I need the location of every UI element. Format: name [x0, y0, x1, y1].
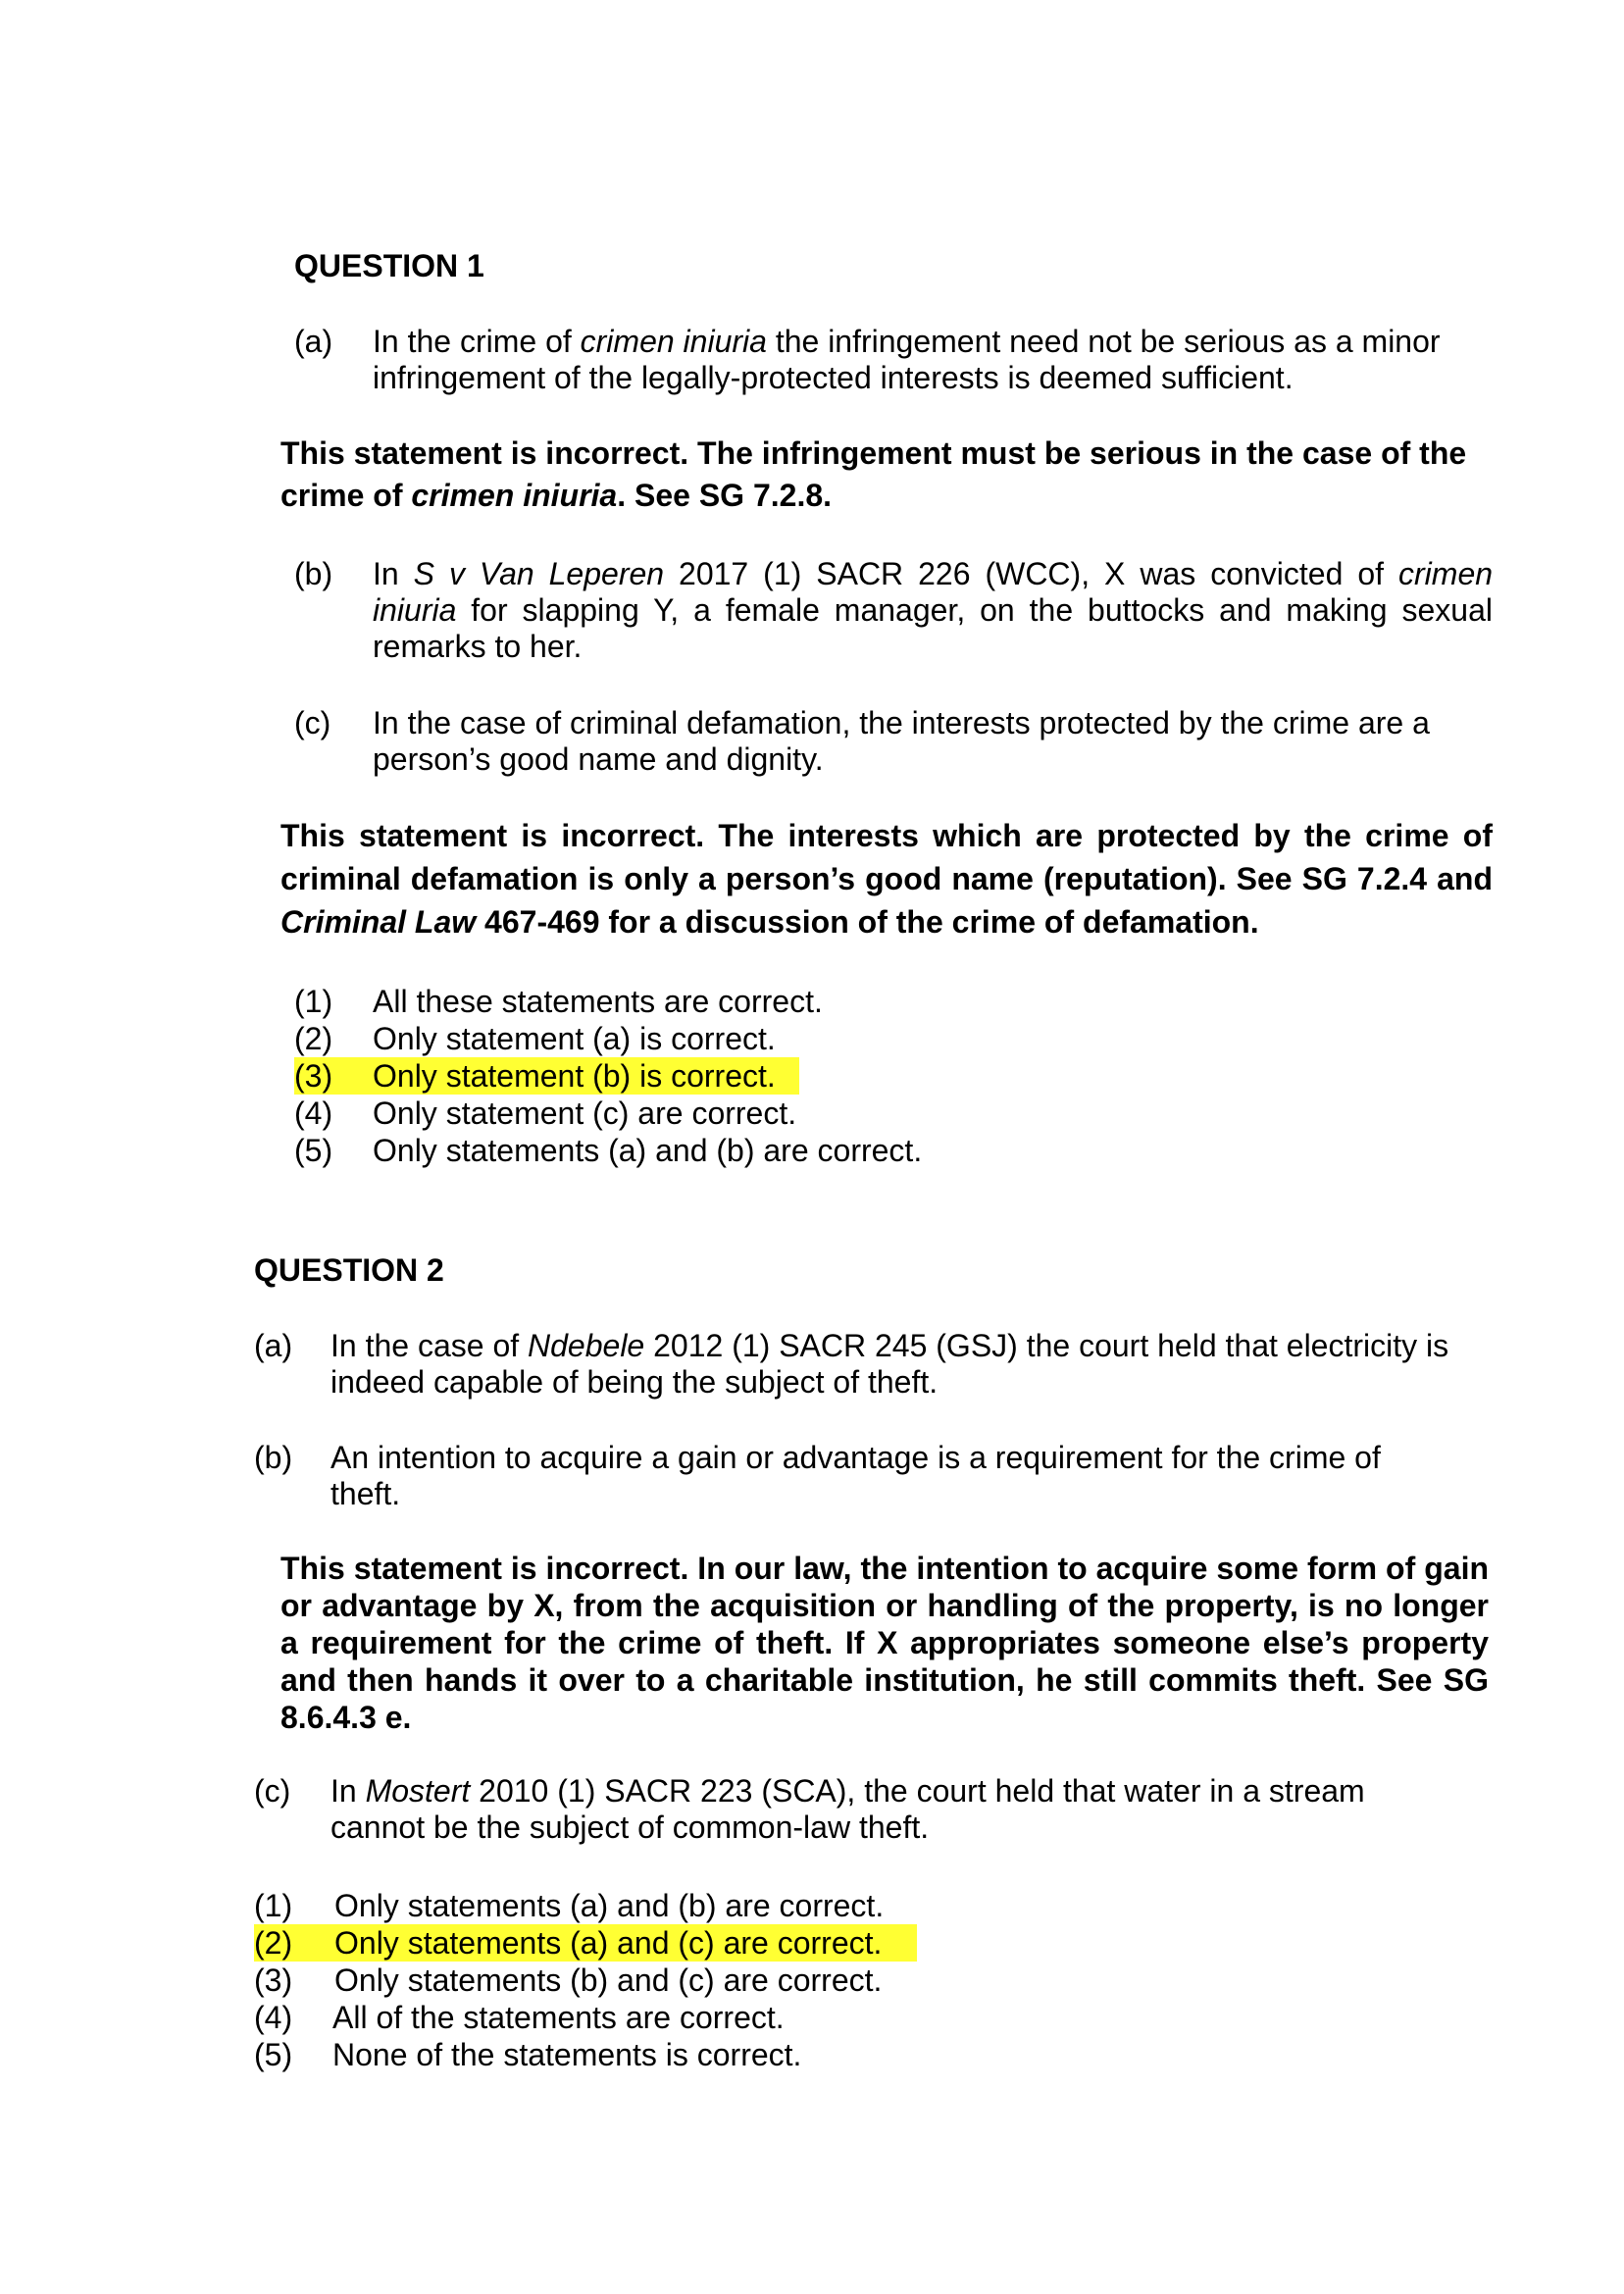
q2-option-3: (3) Only statements (b) and (c) are correct.	[254, 1963, 883, 1998]
q1-c-answer: This statement is incorrect. The interests which are protected by the crime of criminal defamation is only a person’s good name (reputation). See SG 7.2.4 and Criminal Law 467-469 for a discussion of the crime of defamation.	[280, 818, 1493, 940]
q1-c-label: (c)	[294, 705, 331, 740]
q1-b-label: (b)	[294, 556, 333, 591]
q2-c-label: (c)	[254, 1773, 291, 1809]
q2-option-2-highlighted: (2) Only statements (a) and (c) are correct.	[254, 1924, 1235, 1962]
q1-option-4: (4) Only statement (c) are correct.	[294, 1096, 797, 1131]
q2-b-answer: This statement is incorrect. In our law, the intention to acquire some form of gain or advantage by X, from the acquisition or handling of the property, is no longer a requirement for the crime of theft. If X appropriates someone else’s property and then hands it over to a charitable institution, he still commits theft. See SG 8.6.4.3 e.	[280, 1551, 1489, 1735]
q1-a-label: (a)	[294, 324, 333, 359]
question-1-heading: QUESTION 1	[294, 248, 484, 283]
q1-option-5: (5) Only statements (a) and (b) are correct.	[294, 1133, 923, 1168]
q1-option-2: (2) Only statement (a) is correct.	[294, 1021, 776, 1056]
q1-option-1: (1) All these statements are correct.	[294, 984, 823, 1019]
q2-option-5: (5) None of the statements is correct.	[254, 2037, 802, 2072]
q2-option-4: (4) All of the statements are correct.	[254, 2000, 785, 2035]
q2-option-1: (1) Only statements (a) and (b) are correct.	[254, 1888, 885, 1923]
q2-b-label: (b)	[254, 1440, 293, 1475]
q2-a-label: (a)	[254, 1328, 293, 1363]
q2-options-list	[254, 1887, 1235, 2073]
q1-options-list	[294, 983, 1275, 1169]
q1-option-3-highlighted: (3) Only statement (b) is correct.	[294, 1057, 1275, 1095]
question-2-heading: QUESTION 2	[254, 1252, 444, 1288]
q1-a-answer: This statement is incorrect. The infringement must be serious in the case of the crime of crimen iniuria. See SG 7.2.8.	[280, 435, 1467, 513]
